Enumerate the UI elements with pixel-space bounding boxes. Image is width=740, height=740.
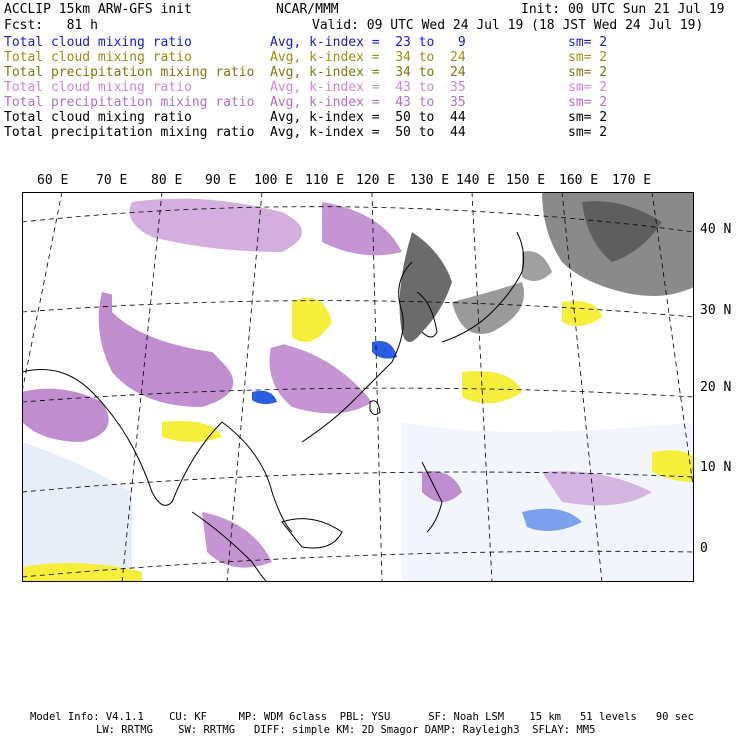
- longitude-label: 100 E: [254, 173, 294, 188]
- legend-row: [0, 50, 740, 65]
- longitude-label: 130 E: [410, 173, 450, 188]
- longitude-label: 60 E: [37, 173, 69, 188]
- legend-avg-range: Avg, k-index = 43 to 35: [270, 80, 466, 95]
- legend-field-name: Total precipitation mixing ratio: [4, 125, 255, 140]
- longitude-label: 120 E: [356, 173, 396, 188]
- legend-smoothing: sm= 2: [568, 110, 608, 125]
- legend-row: [0, 80, 740, 95]
- longitude-label: 70 E: [96, 173, 128, 188]
- legend-smoothing: sm= 2: [568, 95, 608, 110]
- legend-row: [0, 125, 740, 140]
- legend-smoothing: sm= 2: [568, 50, 608, 65]
- legend-field-name: Total cloud mixing ratio: [4, 35, 192, 50]
- legend-smoothing: sm= 2: [568, 125, 608, 140]
- latitude-label: 30 N: [700, 303, 732, 318]
- legend-smoothing: sm= 2: [568, 80, 608, 95]
- legend-avg-range: Avg, k-index = 43 to 35: [270, 95, 466, 110]
- legend-field-name: Total cloud mixing ratio: [4, 80, 192, 95]
- legend-row: [0, 95, 740, 110]
- legend-row: [0, 110, 740, 125]
- legend-field-name: Total precipitation mixing ratio: [4, 65, 255, 80]
- longitude-label: 160 E: [559, 173, 599, 188]
- legend-field-name: Total precipitation mixing ratio: [4, 95, 255, 110]
- org-label: NCAR/MMM: [276, 2, 339, 17]
- legend-row: [0, 35, 740, 50]
- run-title: ACCLIP 15km ARW-GFS init: [4, 2, 192, 17]
- latitude-label: 20 N: [700, 380, 732, 395]
- longitude-label: 150 E: [506, 173, 546, 188]
- latitude-label: 10 N: [700, 460, 732, 475]
- valid-time: Valid: 09 UTC Wed 24 Jul 19 (18 JST Wed 24 Jul 19): [312, 18, 704, 33]
- latitude-label: 0: [700, 541, 708, 556]
- legend-avg-range: Avg, k-index = 23 to 9: [270, 35, 466, 50]
- legend-avg-range: Avg, k-index = 34 to 24: [270, 65, 466, 80]
- legend-row: [0, 65, 740, 80]
- legend-smoothing: sm= 2: [568, 35, 608, 50]
- longitude-label: 140 E: [456, 173, 496, 188]
- legend-field-name: Total cloud mixing ratio: [4, 50, 192, 65]
- longitude-label: 170 E: [612, 173, 652, 188]
- longitude-label: 110 E: [305, 173, 345, 188]
- legend-avg-range: Avg, k-index = 34 to 24: [270, 50, 466, 65]
- forecast-hour: Fcst: 81 h: [4, 18, 98, 33]
- latitude-label: 40 N: [700, 222, 732, 237]
- legend-smoothing: sm= 2: [568, 65, 608, 80]
- legend-avg-range: Avg, k-index = 50 to 44: [270, 125, 466, 140]
- legend-field-name: Total cloud mixing ratio: [4, 110, 192, 125]
- legend-avg-range: Avg, k-index = 50 to 44: [270, 110, 466, 125]
- cloud-map: [22, 192, 694, 582]
- ocean-haze-east: [402, 422, 694, 582]
- model-info-line1: Model Info: V4.1.1 CU: KF MP: WDM 6class PBL: YSU SF: Noah LSM 15 km 51 levels 90 sec: [30, 711, 694, 723]
- init-time: Init: 00 UTC Sun 21 Jul 19: [521, 2, 725, 17]
- model-info-line2: LW: RRTMG SW: RRTMG DIFF: simple KM: 2D Smagor DAMP: Rayleigh3 SFLAY: MM5: [96, 724, 596, 736]
- longitude-label: 90 E: [205, 173, 237, 188]
- longitude-label: 80 E: [151, 173, 183, 188]
